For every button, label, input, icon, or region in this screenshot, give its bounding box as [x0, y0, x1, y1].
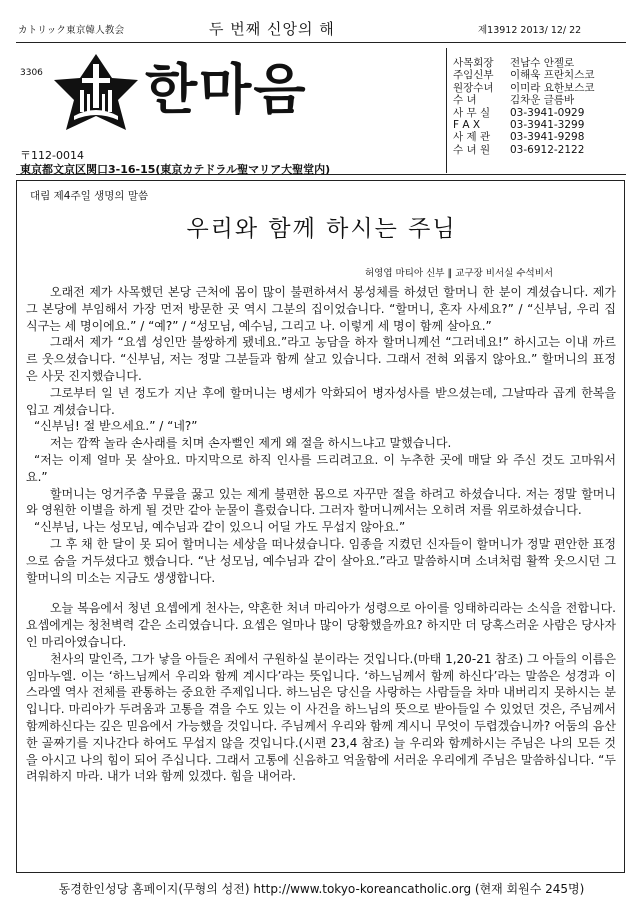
- church-emblem-icon: [52, 50, 140, 140]
- staff-directory: [453, 57, 625, 156]
- paragraph: “저는 이제 얼마 못 살아요. 마지막으로 하직 인사를 드리려고요. 이 누추한 곳에 매달 와 주신 것도 고마워서요.”: [26, 452, 616, 484]
- paragraph: 그 후 채 한 달이 못 되어 할머니는 세상을 떠나셨습니다. 임종을 지켰던 신자들이 할머니가 정말 편안한 표정으로 숨을 거두셨다고 했습니다. “난 성모님, 예수님과 같이 살아요.”라고 말씀하시며 소녀처럼 활짝 웃으시던 그 할머니의 미소는 지금도 생생합니다.: [26, 536, 616, 585]
- staff-role: 사 제 관: [453, 131, 491, 144]
- staff-value: 03-3941-9298: [510, 131, 585, 144]
- paragraph: “신부님, 나는 성모님, 예수님과 같이 있으니 어딜 가도 무섭지 않아요.”: [34, 520, 406, 535]
- staff-role: 수 녀: [453, 94, 477, 107]
- staff-row: [453, 107, 625, 119]
- postal-code: 〒112-0014: [20, 149, 84, 162]
- staff-value: 이해욱 프란치스코: [510, 69, 595, 82]
- staff-role: 원장수녀: [453, 81, 494, 94]
- article-byline: 허영엽 마티아 신부 ‖ 교구장 비서실 수석비서: [365, 268, 554, 279]
- paragraph: 할머니는 엉거주춤 무릎을 꿇고 있는 제게 불편한 몸으로 자꾸만 절을 하려고 하셨습니다. 저는 정말 할머니와 영원한 이별을 하게 될 것만 같아 눈물이 흘렀습니다. 그러자 할머니께서는 오히려 저를 위로하셨습니다.: [26, 486, 616, 518]
- year-theme: 두 번째 신앙의 해: [209, 20, 335, 38]
- staff-value: 전남수 안젤로: [510, 57, 575, 69]
- article-body: [26, 284, 616, 785]
- church-address: 東京都文京区関口3-16-15(東京カテドラル聖マリア大聖堂内): [20, 163, 331, 176]
- masthead-divider: [446, 48, 447, 173]
- masthead-bottom-rule: [16, 174, 626, 175]
- staff-row: [453, 119, 625, 131]
- article-rubric: 대림 제4주일 생명의 말씀: [30, 190, 149, 202]
- staff-value: 이미라 요한보스코: [510, 81, 595, 94]
- staff-row: [453, 131, 625, 143]
- staff-role: 수 녀 원: [453, 143, 491, 156]
- paragraph: 천사의 말인즉, 그가 낳을 아들은 죄에서 구원하실 분이라는 것입니다.(마태 1,20-21 참조) 그 아들의 이름은 임마누엘. 이는 ‘하느님께서 우리와 함께 계시다’라는 뜻입니다. ‘하느님께서 함께 하신다’라는 말씀은 성경과 이스라엘 역사 전체를 관통하는 중요한 주제입니다. 하느님은 당신을 사랑하는 사람들을 차마 내버리지 못하시는 분입니다. 마리아가 두려움과 고통을 겪을 수도 있는 이 사건을 하느님의 뜻으로 받아들일 수 있었던 것은, 주님께서 함께하신다는 깊은 믿음에서 가능했을 것입니다. 주님께서 우리와 함께 계시니 무엇이 두렵겠습니까? 어둠의 음산한 골짜기를 지나간다 하여도 무섭지 않을 것입니다.(시편 23,4 참조) 늘 우리와 함께하시는 주님은 나의 모든 것을 아시고 나의 힘이 되어 주십니다. 그래서 고통에 신음하고 억울함에 서러운 우리에게 주님은 말씀하십니다. “두려워하지 마라. 내가 너와 함께 있겠다. 힘을 내어라.: [26, 651, 616, 784]
- staff-row: [453, 57, 625, 69]
- paragraph: 오래전 제가 사목했던 본당 근처에 몸이 많이 불편하셔서 봉성체를 하셨던 할머니 한 분이 계셨습니다. 제가 그 본당에 부임해서 가장 먼저 방문한 곳 역시 그분의 집이었습니다. “할머니, 혼자 사세요?” / “신부님, 우리 집 식구는 세 명이에요.” / “예?” / “성모님, 예수님, 그리고 나. 이렇게 세 명이 함께 살아요.”: [26, 285, 616, 333]
- masthead-code: 3306: [20, 68, 43, 78]
- staff-value: 03-3941-3299: [510, 119, 585, 132]
- staff-value: 03-6912-2122: [510, 143, 585, 156]
- paragraph: 오늘 복음에서 청년 요셉에게 천사는, 약혼한 처녀 마리아가 성령으로 아이를 잉태하리라는 소식을 전합니다. 요셉에게는 청천벽력 같은 소리였습니다. 요셉은 얼마나 많이 당황했을까요? 하지만 더 당혹스러운 사람은 당사자인 마리아였습니다.: [26, 601, 616, 649]
- staff-role: 사 무 실: [453, 106, 491, 119]
- staff-role: 사목회장: [453, 57, 494, 69]
- staff-role: 주임신부: [453, 69, 494, 82]
- article-title: 우리와 함께 하시는 주님: [186, 216, 457, 242]
- top-divider: [16, 42, 626, 43]
- staff-role: F A X: [453, 119, 481, 132]
- church-name-jp: カトリック東京韓人教会: [18, 25, 125, 36]
- paragraph: “신부님! 절 받으세요.” / “네?”: [34, 419, 198, 434]
- staff-row: [453, 94, 625, 106]
- staff-row: [453, 144, 625, 156]
- paragraph: 그래서 제가 “요셉 성인만 불쌍하게 됐네요.”라고 농담을 하자 할머니께선 “그러네요!” 하시고는 이내 까르르 웃으셨습니다. “신부님, 저는 정말 그분들과 함께 살고 있습니다. 그래서 전혀 외롭지 않아요.” 할머니의 표정은 사뭇 진지했습니다.: [26, 335, 616, 383]
- paragraph: 그로부터 일 년 정도가 지난 후에 할머니는 병세가 악화되어 병자성사를 받으셨는데, 그날따라 곱게 한복을 입고 계셨습니다.: [26, 385, 616, 417]
- staff-row: [453, 82, 625, 94]
- staff-row: [453, 69, 625, 81]
- issue-number-date: 제13912 2013/ 12/ 22: [478, 25, 582, 36]
- paragraph: 저는 깜짝 놀라 손사래를 치며 손자뻘인 제게 왜 절을 하시느냐고 말했습니다.: [50, 436, 452, 451]
- staff-value: 김차운 글름바: [510, 94, 575, 107]
- footer-homepage: 동경한인성당 홈페이지(무형의 성전) http://www.tokyo-koreancatholic.org (현재 회원수 245명): [58, 882, 585, 896]
- staff-value: 03-3941-0929: [510, 106, 585, 119]
- newsletter-title: 한마음: [145, 57, 308, 121]
